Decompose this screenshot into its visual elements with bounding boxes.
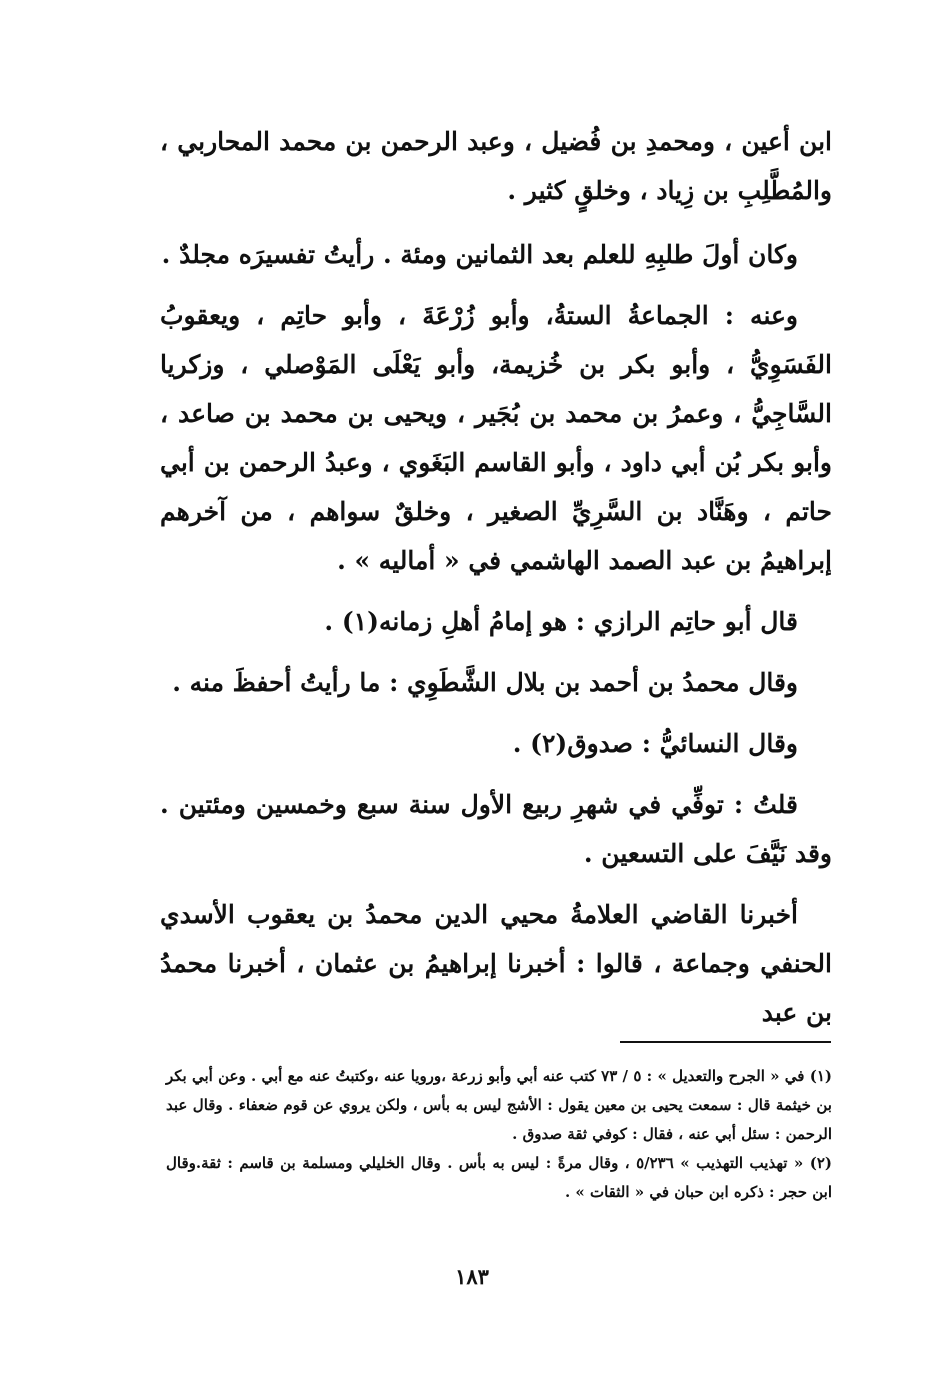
- paragraph-8: أخبرنا القاضي العلامةُ محيي الدين محمدُ بن يعقوب الأسدي الحنفي وجماعة ، قالوا : أخبرنا إبراهيمُ بن عثمان ، أخبرنا محمدُ بن عبد: [160, 900, 832, 1027]
- paragraph-6: وقال النسائيُّ : صدوق(٢) .: [512, 729, 798, 758]
- paragraph-7: قلتُ : توفِّي في شهرِ ربيع الأول سنة سبع وخمسين ومئتين . وقد نَيَّفَ على التسعين .: [160, 790, 832, 868]
- footnotes: [166, 1062, 832, 1207]
- paragraph-2: وكان أولَ طلبِهِ للعلم بعد الثمانين ومئة . رأيتُ تفسيرَه مجلدٌ .: [161, 240, 798, 269]
- footnote-1: (١) في « الجرح والتعديل » : ٥ / ٧٣ كتب عنه أبي وأبو زرعة ،ورويا عنه ،وكتبتُ عنه مع أبي . وعن أبي بكر بن خيثمة قال : سمعت يحيى بن معين يقول : الأشج ليس به بأس ، ولكن يروي عن قوم ضعفاء . وقال عبد الرحمن : سئل أبي عنه ، فقال : كوفي ثقة صدوق .: [166, 1067, 832, 1143]
- paragraph-5: وقال محمدُ بن أحمد بن بلال الشَّطَوِي : ما رأيتُ أحفظَ منه .: [172, 668, 798, 697]
- paragraph-3: وعنه : الجماعةُ الستةُ، وأبو زُرْعَةَ ، وأبو حاتِم ، ويعقوبُ الفَسَوِيُّ ، وأبو بكر بن خُزيمة، وأبو يَعْلَى المَوْصلي ، وزكريا السَّاجِيُّ ، وعمرُ بن محمد بن بُجَير ، ويحيى بن محمد بن صاعد ، وأبو بكر بُن أبي داود ، وأبو القاسم البَغَوي ، وعبدُ الرحمن بن أبي حاتم ، وهَنَّاد بن السَّرِيِّ الصغير ، وخلقٌ سواهم ، من آخرهم إبراهيمُ بن عبد الصمد الهاشمي في « أماليه » .: [160, 301, 832, 575]
- footnote-separator: [620, 1041, 831, 1043]
- paragraph-1: ابن أعين ، ومحمدِ بن فُضيل ، وعبد الرحمن بن محمد المحاربي ، والمُطَّلِبِ بن زِياد ، وخلقٍ كثير .: [160, 127, 832, 205]
- footnote-2: (٢) « تهذيب التهذيب » ٥/٢٣٦ ، وقال مرةً : ليس به بأس . وقال الخليلي ومسلمة بن قاسم : ثقة.وقال ابن حجر : ذكره ابن حبان في « الثقات » .: [166, 1154, 832, 1201]
- page-number: ١٨٣: [455, 1264, 489, 1289]
- main-text: [160, 117, 832, 1037]
- paragraph-4: قال أبو حاتِم الرازي : هو إمامُ أهلِ زمانه(١) .: [324, 607, 798, 636]
